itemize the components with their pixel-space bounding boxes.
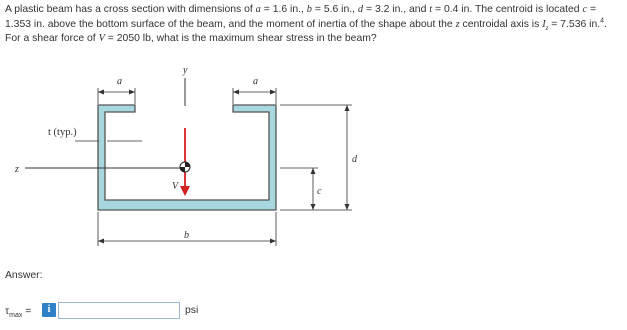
problem-statement: A plastic beam has a cross section with dimensions of a = 1.6 in., b = 5.6 in., d = 3.2 in., and t = 0.4 in. The centroid is located c = 1.353 in. above the bottom surface of the beam, and the moment of inertia of the shape about the z centroidal axis is $I_z = 7.536$ in.$^4$. For a shear force of V = 2050 lb, what is the maximum shear stress in the beam? — [5, 4, 607, 44]
channel-shape — [98, 105, 276, 210]
unit-label: psi — [185, 305, 199, 316]
label-a-right: a — [253, 76, 258, 87]
label-c: c — [317, 186, 322, 197]
info-icon[interactable]: i — [42, 303, 56, 317]
answer-label: Answer: — [5, 270, 43, 281]
tau-max-label: $\tau_{max}$ = — [5, 306, 32, 320]
label-V: V — [172, 181, 179, 192]
beam-diagram — [0, 60, 627, 265]
answer-row — [5, 303, 405, 325]
label-y: y — [183, 65, 188, 76]
shear-force-arrowhead — [180, 186, 190, 196]
beam-cross-section-figure — [0, 60, 627, 265]
label-t: t (typ.) — [48, 127, 77, 138]
label-a-left: a — [117, 76, 122, 87]
answer-input[interactable] — [58, 302, 180, 319]
label-z: z — [15, 164, 19, 175]
label-b: b — [184, 230, 189, 241]
label-d: d — [352, 154, 357, 165]
centroid-icon — [180, 162, 190, 172]
